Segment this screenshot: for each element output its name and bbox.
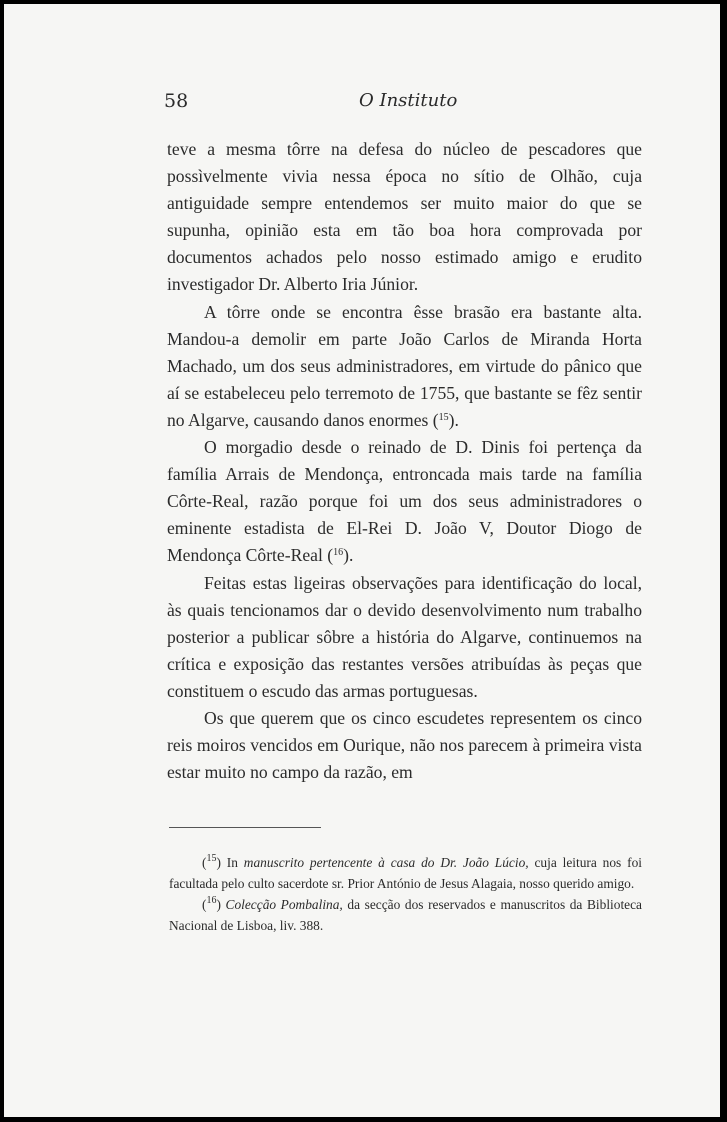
paragraph-end: ).: [343, 545, 354, 566]
running-title: O Instituto: [359, 90, 458, 111]
footnote-number: 15: [206, 853, 217, 864]
page-header: [164, 90, 644, 114]
footnote: ($^{16}$) Colecção Pombalina, da secção dos reservados e manuscritos da Biblioteca Nacional de Lisboa, liv. 388.: [169, 895, 643, 933]
paragraph-text: O morgadio desde o reinado de D. Dinis foi pertença da família Arrais de Mendonça, entroncada mais tarde na família Côrte-Real, razão porque foi um dos seus administradores o eminente estadista de El-Rei D. João V, Doutor Diogo de Mendonça Côrte-Real: [167, 437, 642, 566]
footnotes: [169, 852, 642, 936]
footnote-text: da secção dos reservados e manuscritos da Biblioteca Nacional de Lisboa, liv. 388.: [169, 897, 643, 933]
paragraph: teve a mesma tôrre na defesa do núcleo de pescadores que possìvelmente vivia nessa época no sítio de Olhão, cuja antiguidade sempre entendemos ser muito maior do que se supunha, opinião esta em tão boa hora comprovada por documentos achados pelo nosso estimado amigo e erudito investigador Dr. Alberto Iria Júnior.: [167, 139, 642, 295]
paragraph: Os que querem que os cinco escudetes representem os cinco reis moiros vencidos em Ourique, não nos parecem à primeira vista estar muito no campo da razão, em: [167, 707, 642, 783]
page: [4, 4, 720, 1117]
footnote-text: cuja leitura nos foi facultada pelo culto sacerdote sr. Prior António de Jesus Alagaia, nosso querido amigo.: [169, 855, 642, 891]
footnote: ($^{15}$) In manuscrito pertencente à casa do Dr. João Lúcio, cuja leitura nos foi facultada pelo culto sacerdote sr. Prior António de Jesus Alagaia, nosso querido amigo.: [169, 853, 642, 891]
footnote-italic: manuscrito pertencente à casa do Dr. João Lúcio,: [243, 855, 529, 870]
footnote-prefix: In: [226, 855, 238, 870]
paragraph: A tôrre onde se encontra êsse brasão era bastante alta. Mandou-a demolir em parte João Carlos de Miranda Horta Machado, um dos seus administradores, em virtude do pânico que aí se estabeleceu pelo terremoto de 1755, que bastante se fêz sentir no Algarve, causando danos enormes ($^{15}$).: [167, 301, 642, 430]
footnote-number: 16: [206, 895, 217, 906]
paragraph: Feitas estas ligeiras observações para identificação do local, às quais tencionamos dar o devido desenvolvimento num trabalho posterior a publicar sôbre a história do Algarve, continuemos na crítica e exposição das restantes versões atribuídas às peças que constituem o escudo das armas portuguesas.: [167, 572, 642, 701]
footnote-ref: 16: [333, 547, 344, 559]
footnote-ref: 15: [438, 411, 449, 423]
footnote-italic: Colecção Pombalina,: [225, 897, 343, 912]
body-text: [167, 136, 642, 786]
footnote-divider: [169, 827, 321, 828]
page-number: 58: [164, 90, 189, 112]
paragraph-end: ).: [448, 409, 459, 430]
paragraph-text: A tôrre onde se encontra êsse brasão era bastante alta. Mandou-a demolir em parte João Carlos de Miranda Horta Machado, um dos seus administradores, em virtude do pânico que aí se estabeleceu pelo terremoto de 1755, que bastante se fêz sentir no Algarve, causando danos enormes: [167, 301, 642, 430]
paragraph: O morgadio desde o reinado de D. Dinis foi pertença da família Arrais de Mendonça, entroncada mais tarde na família Côrte-Real, razão porque foi um dos seus administradores o eminente estadista de El-Rei D. João V, Doutor Diogo de Mendonça Côrte-Real ($^{16}$).: [167, 437, 642, 566]
